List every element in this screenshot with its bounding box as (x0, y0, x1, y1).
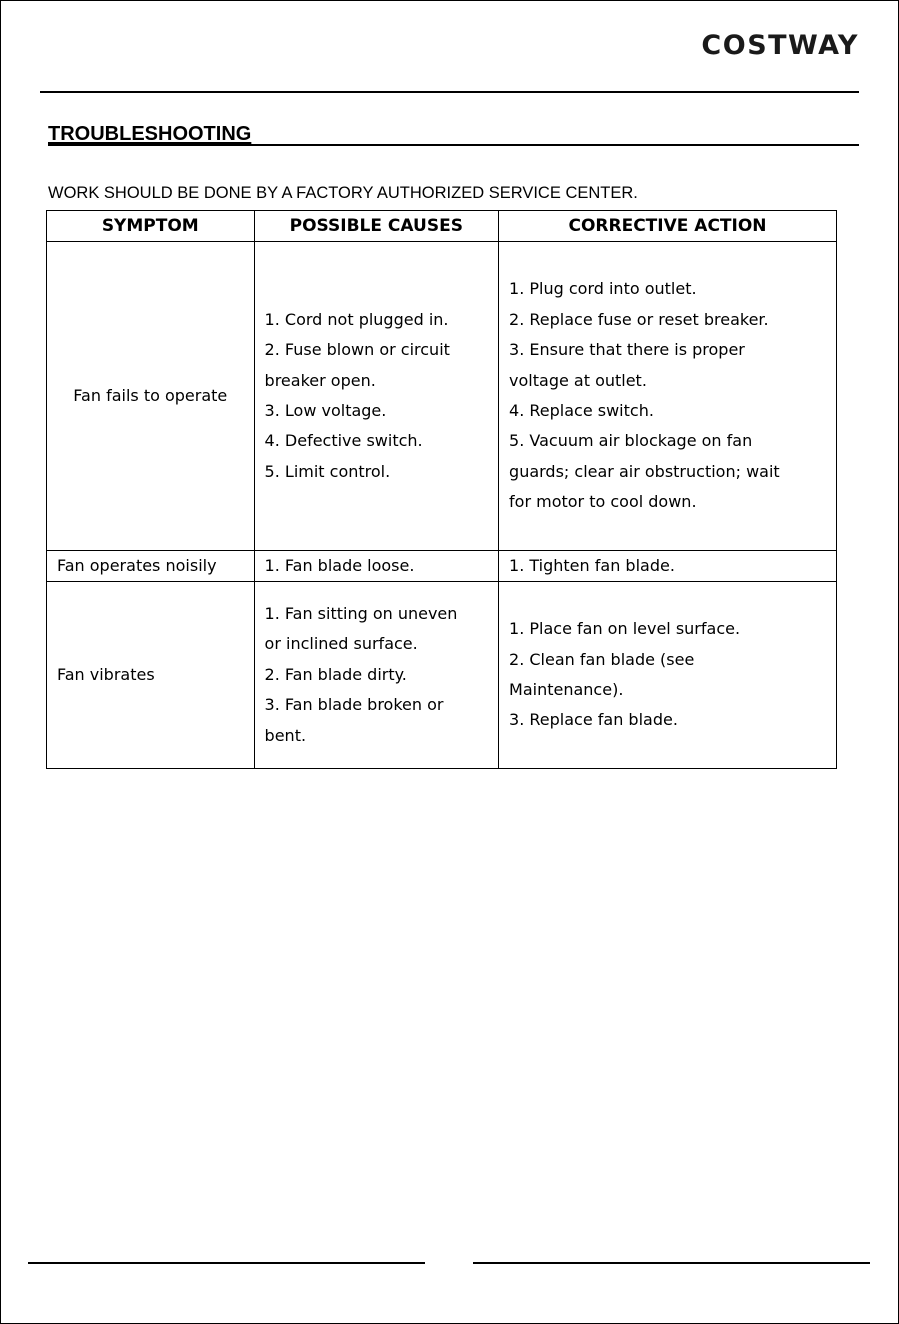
symptom-cell: Fan fails to operate (47, 242, 255, 551)
actions-cell (499, 551, 837, 582)
troubleshooting-table (46, 210, 837, 769)
action-line: 4. Replace switch. (509, 401, 654, 420)
brand-logo: COSTWAY (701, 30, 859, 61)
symptom-cell: Fan operates noisily (47, 551, 255, 582)
cause-line: 1. Fan sitting on uneven (264, 603, 458, 623)
header-possible-causes: POSSIBLE CAUSES (254, 211, 498, 242)
symptom-cell: Fan vibrates (47, 582, 255, 769)
causes-cell (254, 551, 498, 582)
cause-line: 1. Cord not plugged in. (264, 309, 449, 329)
action-line: for motor to cool down. (509, 492, 697, 512)
action-line: 1. Tighten fan blade. (509, 556, 675, 575)
table-row (47, 551, 837, 582)
action-line: 2. Replace fuse or reset breaker. (509, 309, 769, 329)
cause-line: 5. Limit control. (264, 461, 391, 481)
footer-divider-right (473, 1262, 870, 1264)
header-symptom: SYMPTOM (47, 211, 255, 242)
action-line: voltage at outlet. (509, 370, 647, 390)
cause-line: 2. Fuse blown or circuit (264, 340, 450, 360)
action-line: 1. Plug cord into outlet. (509, 279, 697, 299)
action-line: 1. Place fan on level surface. (509, 619, 741, 639)
table-row (47, 582, 837, 769)
causes-cell (254, 242, 498, 551)
action-line: Maintenance). (509, 680, 624, 699)
actions-cell (499, 582, 837, 769)
cause-line: or inclined surface. (264, 634, 418, 654)
cause-line: 4. Defective switch. (264, 431, 423, 451)
header-divider (40, 91, 859, 93)
section-title: TROUBLESHOOTING (48, 123, 252, 145)
causes-cell (254, 582, 498, 769)
cause-line: 3. Low voltage. (264, 401, 387, 420)
cause-line: breaker open. (264, 370, 376, 390)
action-line: 2. Clean fan blade (see (509, 649, 695, 669)
header-corrective-action: CORRECTIVE ACTION (499, 211, 837, 242)
action-line: 5. Vacuum air blockage on fan (509, 431, 753, 451)
title-divider (48, 144, 859, 146)
action-line: 3. Replace fan blade. (509, 710, 678, 730)
cause-line: bent. (264, 725, 307, 745)
action-line: 3. Ensure that there is proper (509, 340, 745, 360)
service-notice: WORK SHOULD BE DONE BY A FACTORY AUTHORIZED SERVICE CENTER. (48, 184, 638, 202)
table-header-row (47, 211, 837, 242)
action-line: guards; clear air obstruction; wait (509, 461, 780, 481)
cause-line: 3. Fan blade broken or (264, 695, 444, 715)
footer-divider-left (28, 1262, 425, 1264)
cause-line: 2. Fan blade dirty. (264, 664, 407, 684)
cause-line: 1. Fan blade loose. (264, 556, 415, 575)
actions-cell (499, 242, 837, 551)
table-row (47, 242, 837, 551)
